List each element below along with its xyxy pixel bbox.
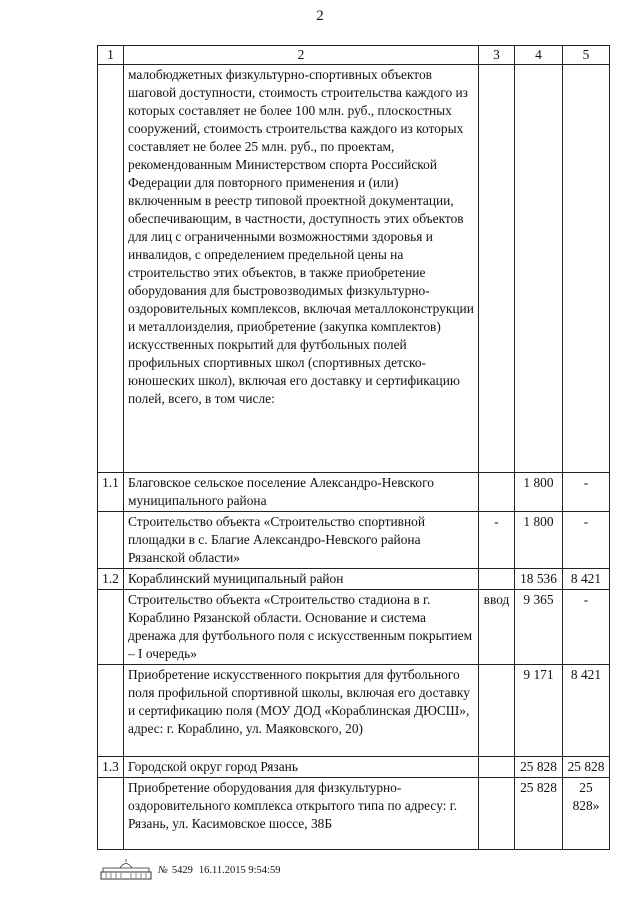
table-row bbox=[98, 65, 610, 473]
table-row bbox=[98, 512, 610, 569]
row-number bbox=[98, 65, 124, 473]
row-description: Городской округ город Рязань bbox=[124, 757, 479, 778]
row-description: Приобретение искусственного покрытия для футбольного поля профильной спортивной школы, включая его доставку и сертификацию поля (МОУ ДОД «Кораблинская ДЮСШ», адрес: г. Кораблино, ул. Маяковского, 20) bbox=[124, 665, 479, 757]
row-amount-2: 25 828 bbox=[563, 757, 610, 778]
row-description: Строительство объекта «Строительство стадиона в г. Кораблино Рязанской области. Основание и система дренажа для футбольного поля с искусственным покрытием – I очередь» bbox=[124, 590, 479, 665]
row-number bbox=[98, 665, 124, 757]
row-amount-2: 25 828» bbox=[563, 778, 610, 850]
row-amount-2: - bbox=[563, 590, 610, 665]
row-col3 bbox=[479, 757, 515, 778]
row-number bbox=[98, 590, 124, 665]
row-col3 bbox=[479, 569, 515, 590]
table-row bbox=[98, 757, 610, 778]
row-amount-2: - bbox=[563, 473, 610, 512]
header-cell-3: 3 bbox=[479, 46, 515, 65]
table-row bbox=[98, 590, 610, 665]
row-amount-2: 8 421 bbox=[563, 569, 610, 590]
row-col3 bbox=[479, 473, 515, 512]
table-row bbox=[98, 473, 610, 512]
row-amount-1: 1 800 bbox=[515, 512, 563, 569]
row-col3: ввод bbox=[479, 590, 515, 665]
row-amount-1: 18 536 bbox=[515, 569, 563, 590]
table-header-row bbox=[98, 46, 610, 65]
row-description: Кораблинский муниципальный район bbox=[124, 569, 479, 590]
page-number: 2 bbox=[316, 8, 324, 24]
document-footer bbox=[100, 858, 280, 882]
row-amount-1: 25 828 bbox=[515, 778, 563, 850]
row-number bbox=[98, 778, 124, 850]
row-number: 1.1 bbox=[98, 473, 124, 512]
row-description: Благовское сельское поселение Александро-Невского муниципального района bbox=[124, 473, 479, 512]
row-description: малобюджетных физкультурно-спортивных объектов шаговой доступности, стоимость строительства каждого из которых составляет не более 100 млн. руб., плоскостных сооружений, стоимость строительства каждого из которых составляет не более 25 млн. руб., по проектам, рекомендованным Министерством спорта Российской Федерации для повторного применения и (или) включенным в реестр типовой проектной документации, обеспечивающим, в частности, доступность этих объектов для лиц с ограниченными возможностями здоровья и инвалидов, с определением предельной цены на строительство этих объектов, в также приобретение оборудования для быстровозводимых физкультурно-оздоровительных комплексов, включая металлоконструкции и металлоизделия, приобретение (закупка комплектов) искусственных покрытий для футбольных полей профильных спортивных школ (спортивных детско-юношеских школ), включая его доставку и сертификацию полей, всего, в том числе: bbox=[124, 65, 479, 473]
row-number bbox=[98, 512, 124, 569]
row-amount-2: - bbox=[563, 512, 610, 569]
row-col3: - bbox=[479, 512, 515, 569]
row-description: Строительство объекта «Строительство спортивной площадки в с. Благие Александро-Невского района Рязанской области» bbox=[124, 512, 479, 569]
table-row bbox=[98, 778, 610, 850]
row-amount-2 bbox=[563, 65, 610, 473]
table-row bbox=[98, 569, 610, 590]
row-col3 bbox=[479, 665, 515, 757]
row-amount-1: 25 828 bbox=[515, 757, 563, 778]
header-cell-4: 4 bbox=[515, 46, 563, 65]
registration-number: 5429 bbox=[171, 864, 193, 876]
government-building-emblem-icon bbox=[100, 859, 152, 881]
row-amount-1: 1 800 bbox=[515, 473, 563, 512]
row-amount-1: 9 171 bbox=[515, 665, 563, 757]
header-cell-2: 2 bbox=[124, 46, 479, 65]
row-amount-1 bbox=[515, 65, 563, 473]
budget-table bbox=[97, 45, 610, 850]
row-number: 1.2 bbox=[98, 569, 124, 590]
row-amount-1: 9 365 bbox=[515, 590, 563, 665]
registration-mark: № bbox=[158, 864, 168, 876]
row-col3 bbox=[479, 65, 515, 473]
row-description: Приобретение оборудования для физкультурно-оздоровительного комплекса открытого типа по адресу: г. Рязань, ул. Касимовское шоссе, 38Б bbox=[124, 778, 479, 850]
row-number: 1.3 bbox=[98, 757, 124, 778]
row-col3 bbox=[479, 778, 515, 850]
row-amount-2: 8 421 bbox=[563, 665, 610, 757]
header-cell-5: 5 bbox=[563, 46, 610, 65]
header-cell-1: 1 bbox=[98, 46, 124, 65]
registration-datetime: 16.11.2015 9:54:59 bbox=[198, 864, 281, 876]
table-row bbox=[98, 665, 610, 757]
